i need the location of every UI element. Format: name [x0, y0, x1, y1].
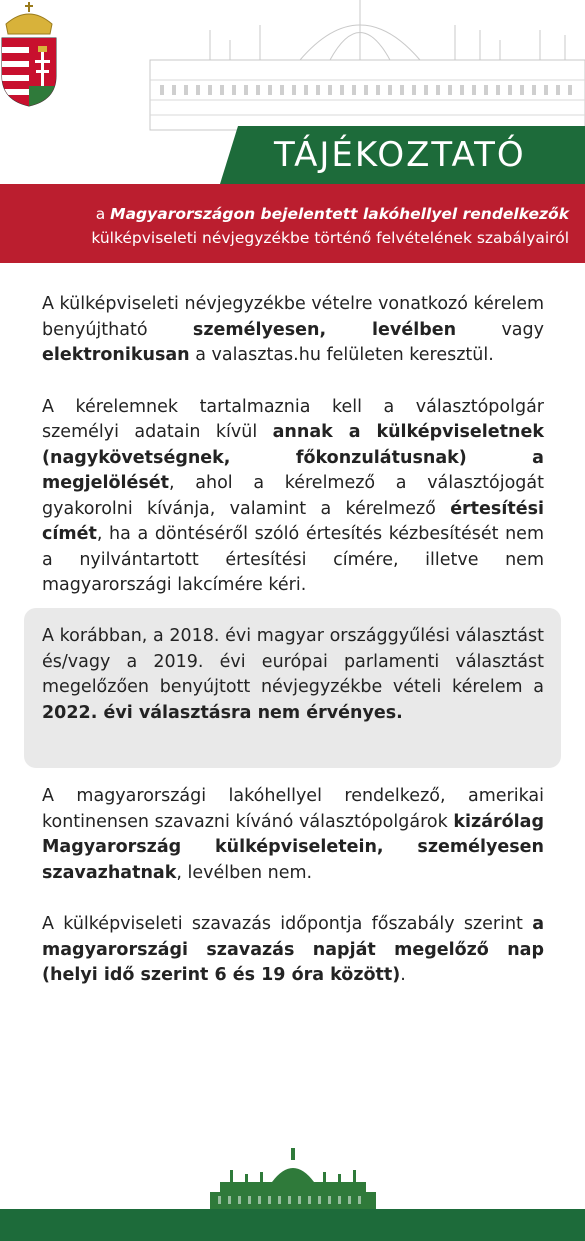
bold-text: 2022. évi választásra nem érvényes. — [42, 702, 403, 723]
bold-text: a magyarországi szavazás napját megelőző nap (helyi idő szerint 6 és 19 óra között) — [42, 914, 544, 985]
title-banner — [238, 126, 585, 184]
bold-text: személyesen, levélben — [192, 319, 457, 340]
text: A külképviseleti szavazás időpontja főszabály szerint — [42, 914, 533, 934]
text: vagy — [456, 319, 544, 340]
subtitle-line-1 — [0, 202, 569, 226]
bold-text: elektronikusan — [42, 345, 190, 365]
subtitle-bold: Magyarországon bejelentett lakóhellyel rendelkezők — [110, 205, 569, 223]
text: A korábban, a 2018. évi magyar országgyűlési választást és/vagy a 2019. évi európai parlamenti választást megelőzően benyújtott névjegyzékbe vételi kérelem a — [42, 626, 544, 697]
subtitle-prefix: a — [95, 205, 106, 223]
paragraph-america-voting — [42, 784, 544, 886]
page-title: TÁJÉKOZTATÓ — [274, 135, 526, 175]
subtitle-line-2: külképviseleti névjegyzékbe történő felvételének szabályairól — [91, 229, 569, 247]
text: A magyarországi lakóhellyel rendelkező, amerikai kontinensen szavazni kívánó választópolgárok — [42, 786, 544, 832]
hungarian-coat-of-arms-icon — [0, 0, 58, 108]
bold-text: értesítési címét — [42, 498, 544, 544]
footer-bar — [0, 1209, 585, 1241]
paragraph-request-contents — [42, 395, 544, 599]
paragraph-submission — [42, 292, 544, 369]
paragraph-validity-note — [42, 624, 544, 726]
paragraph-voting-time — [42, 912, 544, 989]
subtitle-banner — [0, 184, 585, 263]
secondary-content — [42, 784, 544, 1015]
text: A kérelemnek tartalmaznia kell a választópolgár személyi adatain kívül — [42, 396, 544, 442]
text: a valasztas.hu felületen keresztül. — [189, 345, 494, 365]
text: , ha a döntéséről szóló értesítés kézbesítését nem a nyilvántartott értesítési címére, illetve nem magyarországi lakcímére kéri. — [42, 524, 544, 595]
text: , ahol a kérelmező a választójogát gyakorolni kívánja, valamint a kérelmező — [42, 473, 544, 519]
main-content — [42, 292, 544, 625]
text: A külképviseleti névjegyzékbe vételre vonatkozó kérelem benyújtható — [42, 294, 545, 340]
text: , levélben nem. — [176, 862, 313, 883]
header — [0, 0, 585, 185]
bold-text: kizárólag Magyarország külképviseletein, személyesen szavazhatnak — [42, 811, 544, 883]
bold-text: annak a külképviseletnek (nagykövetségnek, főkonzulátusnak) a megjelölését — [42, 422, 544, 493]
parliament-footer-icon — [210, 1148, 376, 1210]
text: . — [400, 965, 406, 985]
